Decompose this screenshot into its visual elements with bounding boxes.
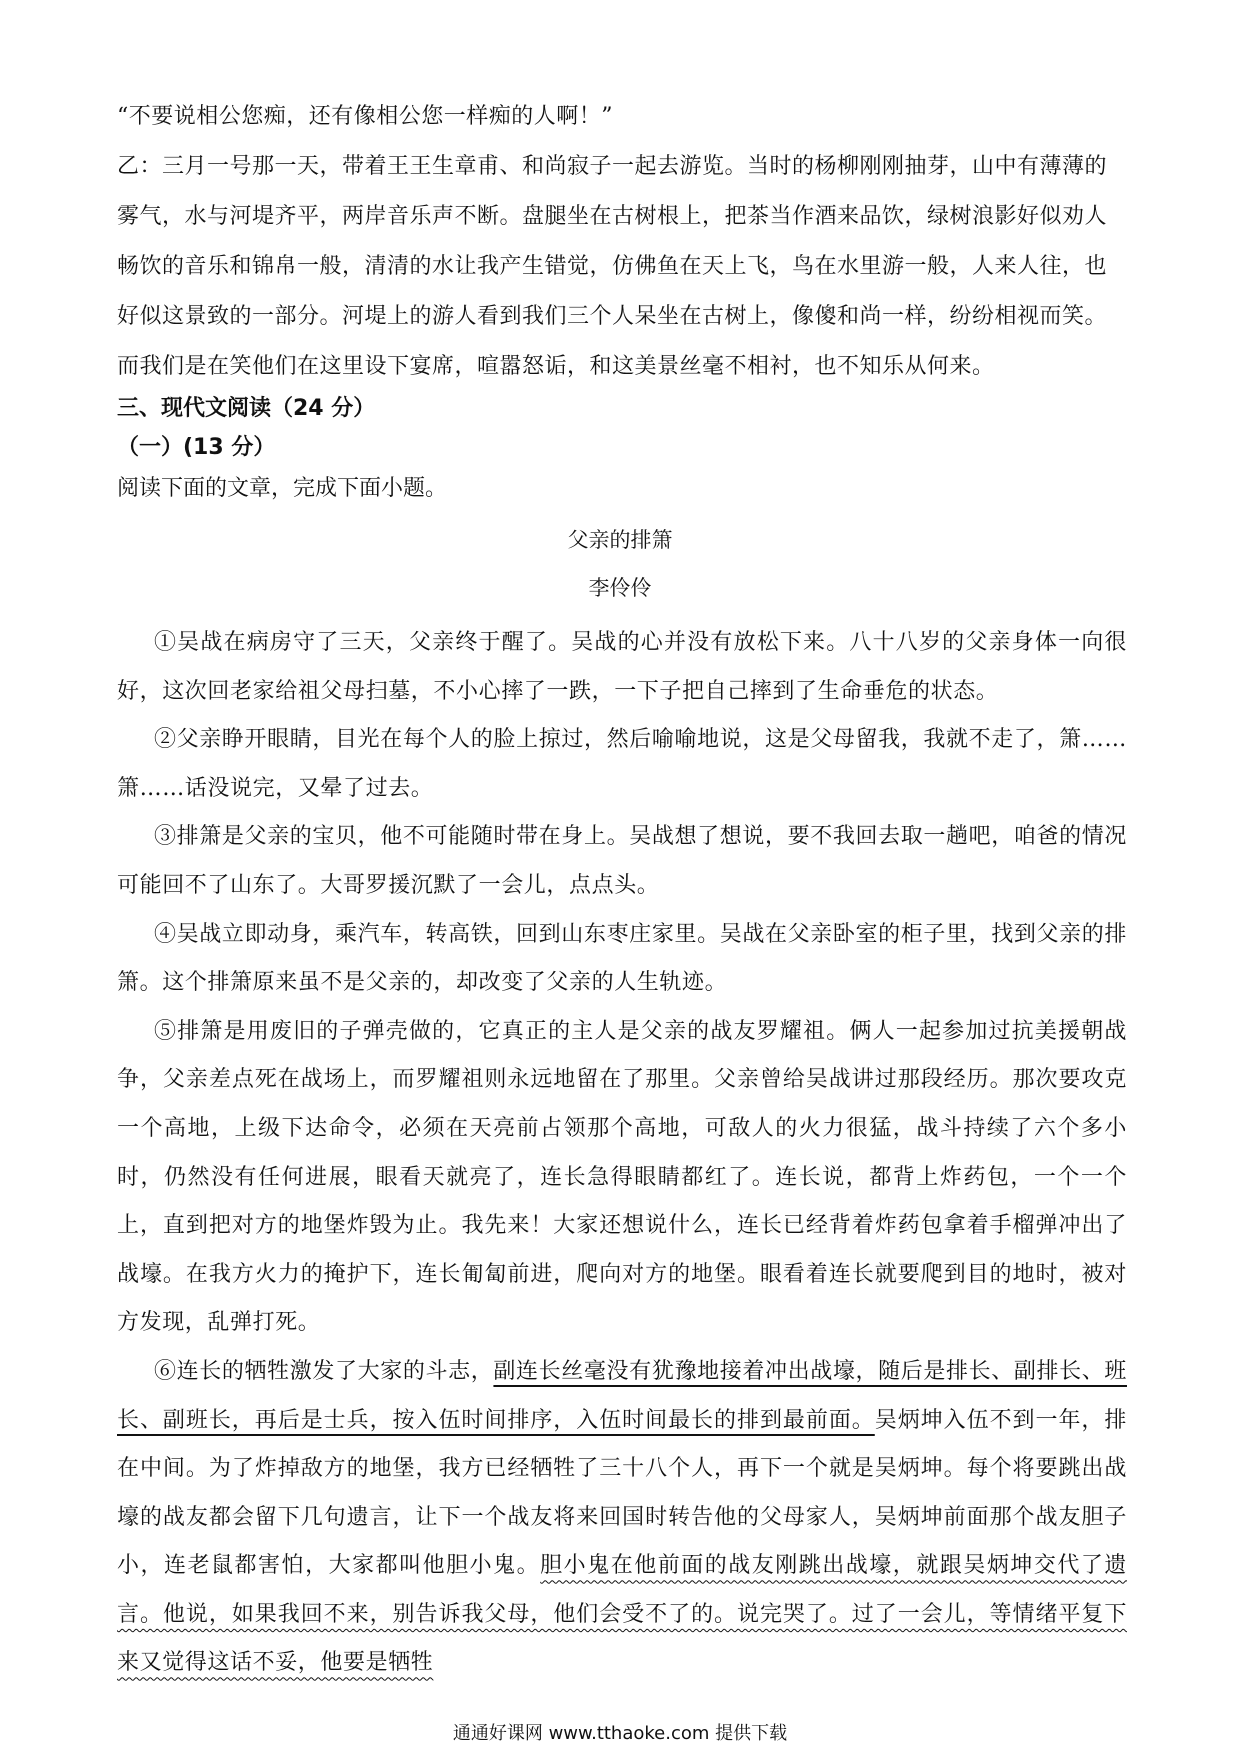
quote-line: “不要说相公您痴，还有像相公您一样痴的人啊！”	[117, 104, 613, 129]
translation-paragraph-yi: 乙：三月一号那一天，带着王王生章甫、和尚寂子一起去游览。当时的杨柳刚刚抽芽，山中有薄薄的雾气，水与河堤齐平，两岸音乐声不断。盘腿坐在古树根上，把茶当作酒来品饮，绿树浪影好似劝人畅饮的音乐和锦帛一般，清清的水让我产生错觉，仿佛鱼在天上飞，鸟在水里游一般，人来人往，也好似这景致的一部分。河堤上的游人看到我们三个人呆坐在古树上，像傻和尚一样，纷纷相视而笑。而我们是在笑他们在这里设下宴席，喧嚣怒诟，和这美景丝毫不相衬，也不知乐从何来。	[117, 154, 1108, 379]
section-heading-modern-reading: 三、现代文阅读（24 分）	[117, 396, 376, 421]
page-footer-source: 通通好课网 www.tthaoke.com 提供下载	[452, 1723, 788, 1744]
article-body	[117, 619, 1127, 1688]
article-paragraph-3: ③排箫是父亲的宝贝，他不可能随时带在身上。吴战想了想说，要不我回去取一趟吧，咱爸的情况可能回不了山东了。大哥罗援沉默了一会儿，点点头。	[117, 824, 1127, 898]
wavy-underlined-passage: 胆小鬼在他前面的战友刚跳出战壕，就跟吴炳坤交代了遗言。他说，如果我回不来，别告诉我父母，他们会受不了的。说完哭了。过了一会儿，等情绪平复下来又觉得这话不妥，他要是牺牲	[117, 1553, 1127, 1676]
article-paragraph-5: ⑤排箫是用废旧的子弹壳做的，它真正的主人是父亲的战友罗耀祖。俩人一起参加过抗美援朝战争，父亲差点死在战场上，而罗耀祖则永远地留在了那里。父亲曾给吴战讲过那段经历。那次要攻克一个高地，上级下达命令，必须在天亮前占领那个高地，可敌人的火力很猛，战斗持续了六个多小时，仍然没有任何进展，眼看天就亮了，连长急得眼睛都红了。连长说，都背上炸药包，一个一个上，直到把对方的地堡炸毁为止。我先来！大家还想说什么，连长已经背着炸药包拿着手榴弹冲出了战壕。在我方火力的掩护下，连长匍匐前进，爬向对方的地堡。眼看着连长就要爬到目的地时，被对方发现，乱弹打死。	[117, 1018, 1127, 1336]
article-paragraph-4: ④吴战立即动身，乘汽车，转高铁，回到山东枣庄家里。吴战在父亲卧室的柜子里，找到父亲的排箫。这个排箫原来虽不是父亲的，却改变了父亲的人生轨迹。	[117, 921, 1127, 996]
underlined-passage: 副连长丝毫没有犹豫地接着冲出战壕，随后是排长、副排长、班长、副班长，再后是士兵，按入伍时间排序，入伍时间最长的排到最前面。	[117, 1358, 1127, 1433]
article-author: 李伶伶	[588, 576, 652, 600]
article-paragraph-6	[117, 1348, 1127, 1688]
article-paragraph-2: ②父亲睁开眼睛，目光在每个人的脸上掠过，然后喻喻地说，这是父母留我，我就不走了，箫……箫……话没说完，又晕了过去。	[117, 727, 1127, 801]
article-title: 父亲的排箫	[567, 528, 673, 552]
paragraph-6-text-start: ⑥连长的牺牲激发了大家的斗志，	[154, 1358, 494, 1384]
reading-instruction: 阅读下面的文章，完成下面小题。	[117, 476, 448, 501]
paragraph-6-text-middle: 吴炳坤入伍不到一年，排在中间。为了炸掉敌方的地堡，我方已经牺牲了三十八个人，再下一个就是吴炳坤。每个将要跳出战壕的战友都会留下几句遗言，让下一个战友将来回国时转告他的父母家人，吴炳坤前面那个战友胆子小，连老鼠都害怕，大家都叫他胆小鬼。	[117, 1407, 1127, 1579]
subsection-heading: （一）(13 分）	[117, 435, 276, 460]
article-paragraph-1: ①吴战在病房守了三天，父亲终于醒了。吴战的心并没有放松下来。八十八岁的父亲身体一向很好，这次回老家给祖父母扫墓，不小心摔了一跌，一下子把自己摔到了生命垂危的状态。	[117, 630, 1127, 704]
